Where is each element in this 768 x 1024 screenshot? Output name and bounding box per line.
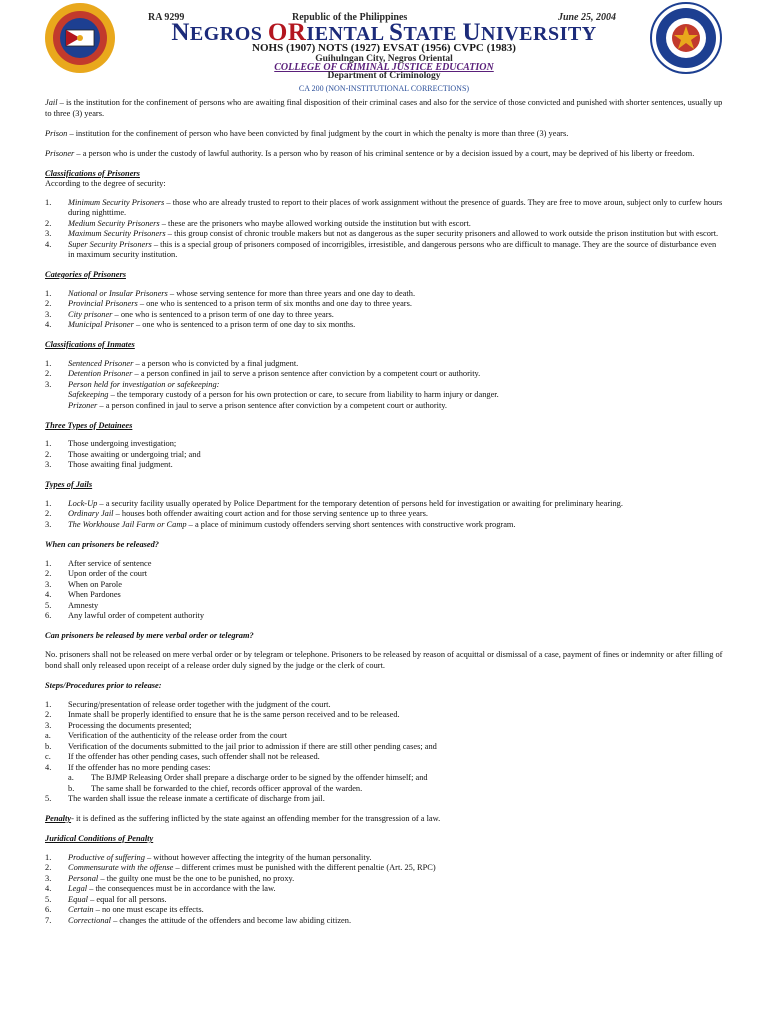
section-heading: Types of Jails [45,480,93,489]
list-item-description: – without however affecting the integrity of the human personality. [144,852,372,862]
list-item-text [68,499,723,510]
university-name-part: IENTAL [306,23,390,45]
list-marker: 4. [45,320,52,329]
list-item-text [68,369,723,380]
list-item-term: Super Security Prisoners [68,239,152,249]
numbered-list [45,439,723,471]
numbered-list [45,559,723,622]
definition-term: Jail [45,98,58,107]
university-name-part: NIVERSITY [481,23,597,45]
list-marker: 1. [45,558,52,568]
list-item-description: – a person confined in jail to serve a prison sentence after conviction by a competent court or authority. [132,369,481,378]
list-item-text [68,905,723,916]
list-item [45,742,723,753]
list-item [45,520,723,531]
section-heading: Classifications of Prisoners [45,168,140,178]
list-item-term: Person held for investigation or safekeeping: [68,379,220,389]
question-heading: Can prisoners be released by mere verbal order or telegram? [45,631,254,640]
definition-term: Prisoner [45,148,75,158]
numbered-list [45,499,723,531]
list-marker: 3. [45,519,52,529]
list-marker: 1. [45,288,52,298]
list-marker: 3. [45,460,52,469]
list-item [45,380,723,391]
numbered-list [45,853,723,927]
list-marker: 2. [45,449,52,459]
list-item-term: The Workhouse Jail Farm or Camp [68,519,187,529]
list-item-description: Those awaiting or undergoing trial; and [68,449,201,459]
list-item [45,460,723,471]
list-marker: 2. [45,218,52,228]
question-heading: Steps/Procedures prior to release: [45,680,162,690]
list-item-description: If the offender has other pending cases, such offender shall not be released. [68,752,320,761]
list-item-term: Ordinary Jail [68,509,114,518]
list-item [45,611,723,622]
list-item-description: If the offender has no more pending cases: [68,762,211,772]
college-name: COLLEGE OF CRIMINAL JUSTICE EDUCATION [274,62,494,73]
list-marker: 5. [45,600,52,610]
list-marker: 1. [45,852,52,862]
definition-paragraph [45,149,723,160]
list-item-term: Equal [68,894,89,904]
list-marker: 3. [45,873,52,883]
list-item-text [91,784,723,795]
list-item [45,763,723,774]
list-item-term: Productive of suffering [68,852,145,862]
list-item-description: When Pardones [68,590,121,599]
continuation-term: Safekeeping [68,390,109,399]
list-item-description: The warden shall issue the release inmate a certificate of discharge from jail. [68,794,325,803]
list-marker: 3. [45,379,52,389]
list-marker: 7. [45,915,52,925]
list-item-text [68,590,723,601]
list-item [45,509,723,520]
definition-paragraph [45,814,723,825]
list-item-text [68,700,723,711]
list-marker: 1. [45,439,52,448]
list-marker: 6. [45,905,52,914]
list-item-description: – equal for all persons. [88,894,167,904]
list-item [45,369,723,380]
list-item [45,229,723,240]
list-item-text [68,569,723,580]
list-item-description: – a security facility usually operated by Police Department for the temporary detention of persons held for investigation or awaiting for preliminary hearing. [97,498,623,508]
list-marker: 5. [45,794,52,803]
list-marker: 3. [45,720,52,730]
definition-term: Prison [45,128,68,138]
list-item-text [68,853,723,864]
question-heading: When can prisoners be released? [45,539,159,549]
list-item-term: Medium Security Prisoners [68,218,160,228]
list-item-term: Commensurate with the offense [68,863,174,872]
school-programs: NOHS (1907) NOTS (1927) EVSAT (1956) CVPC (1983) [252,42,516,54]
list-item-text [68,794,723,805]
list-item-term: Certain [68,905,94,914]
numbered-list [45,700,723,805]
list-item-term: Correctional [68,915,111,925]
list-item-text [68,289,723,300]
list-item [45,601,723,612]
list-item-description: – one who is sentenced to a prison term of one day to six months. [133,320,356,329]
list-item [45,784,723,795]
university-name-part: EGROS [189,23,268,45]
list-item-text [68,752,723,763]
list-item-term: Provincial Prisoners [68,299,138,308]
list-item-description: Any lawful order of competent authority [68,611,205,620]
list-item-text [68,198,723,219]
list-item [45,752,723,763]
list-item-description: – the guilty one must be the one to be punished, no proxy. [98,873,295,883]
list-item-text [68,310,723,321]
university-name-part: N [171,19,190,46]
list-marker: 6. [45,611,52,620]
list-item-text [68,559,723,570]
list-item [45,905,723,916]
list-item-text [68,710,723,721]
list-marker: 1. [45,699,52,709]
list-item-description: After service of sentence [68,558,152,568]
course-title: CA 200 (NON-INSTITUTIONAL CORRECTIONS) [298,84,470,93]
list-item-text [68,884,723,895]
list-item-description: – houses both offender awaiting court action and for those serving sentence up to three years. [113,509,429,518]
list-item [45,773,723,784]
list-item-text [68,601,723,612]
list-item-text [68,359,723,370]
list-item-description: – a place of minimum custody offenders serving short sentences with constructive work program. [186,519,516,529]
list-item [45,219,723,230]
university-name-part: OR [267,19,307,46]
list-item-description: Verification of the authenticity of the release order from the court [68,731,288,740]
list-item-description: – the consequences must be in accordance with the law. [87,884,276,893]
list-marker: b. [45,741,52,751]
list-item-term: Sentenced Prisoner [68,358,134,368]
document-body [45,98,723,936]
continuation-term: Prizoner [68,400,98,410]
list-marker: 1. [45,498,52,508]
list-item-term: Personal [68,873,99,883]
list-item [45,359,723,370]
list-item [45,299,723,310]
list-item-text [68,721,723,732]
document-date: June 25, 2004 [557,12,616,23]
definition-term: Penalty [45,814,72,823]
list-item [45,710,723,721]
list-item [45,289,723,300]
list-item-text [68,895,723,906]
definition-text: – is the institution for the confinement of persons who are awaiting final disposition of their criminal cases and also for the service of those convicted and punished with shorter sentences, usually up to three (3) years. [45,98,723,118]
list-marker: 2. [45,710,52,719]
list-item-description: Those undergoing investigation; [68,439,177,448]
list-item-text [68,450,723,461]
list-item [45,198,723,219]
department-name: Department of Criminology [327,71,441,81]
list-item-text [68,874,723,885]
list-marker: b. [68,783,75,793]
university-name-part: S [389,19,404,46]
continuation-text: – the temporary custody of a person for his own protection or care, to secure from liability to harm injury or danger. [108,390,499,399]
list-item-text [68,229,723,240]
university-seal-logo [44,2,116,74]
list-marker: 3. [45,229,52,238]
section-heading: Categories of Prisoners [45,270,126,279]
numbered-list [45,289,723,331]
list-marker: 4. [45,590,52,599]
list-marker: 5. [45,894,52,904]
list-item [45,590,723,601]
list-marker: 4. [45,762,52,772]
list-item-text [68,611,723,622]
list-marker: a. [45,731,51,740]
list-item-description: The BJMP Releasing Order shall prepare a discharge order to be signed by the offender himself; and [91,773,428,782]
list-item-text [91,773,723,784]
list-item-text [68,439,723,450]
list-item-description: – whose serving sentence for more than three years and one day to death. [167,288,416,298]
list-item-continuation [45,390,723,401]
list-marker: 2. [45,569,52,578]
list-item [45,895,723,906]
list-marker: 4. [45,239,52,249]
section-heading: Juridical Conditions of Penalty [45,834,154,843]
section-heading: Three Types of Detainees [45,420,133,430]
list-item-description: Verification of the documents submitted to the jail prior to admission if there are still other pending cases; and [68,741,437,751]
list-item-description: Those awaiting final judgment. [68,460,173,469]
list-marker: 3. [45,309,52,319]
list-item-description: – changes the attitude of the offenders and become law abiding citizen. [110,915,352,925]
numbered-list [45,198,723,261]
list-item [45,794,723,805]
definition-text: – a person who is under the custody of lawful authority. Is a person who by reason of his criminal sentence or by a decision issued by a court, may be deprived of his liberty or freedom. [74,148,695,158]
list-marker: 2. [45,863,52,872]
list-item-term: National or Insular Prisoners [68,288,168,298]
section-subtitle: According to the degree of security: [45,179,166,188]
list-marker: 1. [45,197,52,207]
list-item [45,450,723,461]
list-item [45,916,723,927]
list-marker: 2. [45,299,52,308]
list-marker: 2. [45,369,52,378]
list-item [45,439,723,450]
list-item-text [68,460,723,471]
list-item-term: Maximum Security Prisoners [68,229,166,238]
list-item [45,569,723,580]
list-item-text [68,240,723,261]
list-item-description: – this is a special group of prisoners composed of incorrigibles, irresistible, and dangerous persons who are difficult to manage. They are the source of disturbance even in maximum security institution. [68,239,717,259]
list-item-continuation [45,401,723,412]
list-item [45,700,723,711]
definition-text: - it is defined as the suffering inflicted by the state against an offending member for the transgression of a law. [71,814,441,823]
list-marker: 4. [45,884,52,893]
list-item-description: – a person who is convicted by a final judgment. [133,358,299,368]
continuation-text: – a person confined in jaul to serve a prison sentence after conviction by a competent court or authority. [97,400,448,410]
list-marker: 3. [45,579,52,589]
numbered-list [45,359,723,412]
list-item-description: When on Parole [68,579,122,589]
list-item-text [68,742,723,753]
list-item [45,874,723,885]
list-marker: a. [68,773,74,782]
list-marker: 1. [45,358,52,368]
definition-text: – institution for the confinement of person who have been convicted by final judgment by the court in which the penalty is more than three (3) years. [67,128,569,138]
list-item [45,731,723,742]
list-item-text [68,320,723,331]
definition-paragraph [45,129,723,140]
definition-paragraph [45,98,723,119]
list-item-text [68,731,723,742]
section-heading: Classifications of Inmates [45,340,135,349]
list-item-term: Detention Prisoner [68,369,133,378]
list-item-term: Lock-Up [68,498,98,508]
list-item [45,240,723,261]
list-item [45,863,723,874]
list-item-term: Legal [68,884,88,893]
list-item-description: Upon order of the court [68,569,148,578]
list-marker: c. [45,752,51,761]
list-item-text [68,380,723,391]
list-item-description: – these are the prisoners who maybe allowed working outside the institution but with escort. [159,218,471,228]
list-item-description: Amnesty [68,600,99,610]
list-item-description: – this group consist of chronic trouble makers but not as dangerous as the super security prisoners and allowed to work outside the prison institution but with escort. [165,229,719,238]
university-name-part: TATE [403,23,463,45]
list-item-description: – no one must escape its effects. [93,905,204,914]
list-item-description: – different crimes must be punished with the different penaltie (Art. 25, RPC) [173,863,436,872]
ra-number: RA 9299 [148,12,185,23]
list-item-text [68,520,723,531]
university-name-part: U [462,19,481,46]
answer-paragraph: No. prisoners shall not be released on mere verbal order or by telegram or telephone. Prisoners to be released by reason of acquittal or dismissal of a case, payment of fines or indemnity or after filling of bond shall only released upon receipt of a release order duly signed by the judge or the clerk of court. [45,650,723,670]
list-item [45,721,723,732]
list-item-description: Processing the documents presented; [68,720,192,730]
list-item-text [68,509,723,520]
list-item-text [68,863,723,874]
list-item-text [68,219,723,230]
city-address: Guihulngan City, Negros Oriental [315,54,453,64]
list-item-term: Minimum Security Prisoners [68,197,165,207]
list-item [45,559,723,570]
list-item-text [68,763,723,774]
list-item [45,853,723,864]
list-item-term: City prisoner [68,309,113,319]
list-marker: 2. [45,509,52,518]
list-item [45,580,723,591]
list-item-description: The same shall be forwarded to the chief, records officer approval of the warden. [91,783,363,793]
list-item-text [68,299,723,310]
list-item [45,499,723,510]
republic-label: Republic of the Philippines [292,12,408,23]
list-item-description: Securing/presentation of release order together with the judgment of the court. [68,699,331,709]
list-item [45,320,723,331]
list-item [45,310,723,321]
list-item-text [68,580,723,591]
list-item-description: Inmate shall be properly identified to ensure that he is the same person received and to be released. [68,710,400,719]
list-item-text [68,916,723,927]
list-item-term: Municipal Prisoner [68,320,134,329]
college-seal-logo [650,2,722,74]
list-item [45,884,723,895]
list-item-description: – one who is sentenced to a prison term of one day to three years. [112,309,334,319]
list-item-description: – those who are already trusted to report to their places of work assignment without the presence of guards. They are free to move aroun, subject only to curfew hours during nighttime. [68,197,723,217]
letterhead [0,0,768,96]
list-item-description: – one who is sentenced to a prison term of six months and one day to three years. [137,299,412,308]
